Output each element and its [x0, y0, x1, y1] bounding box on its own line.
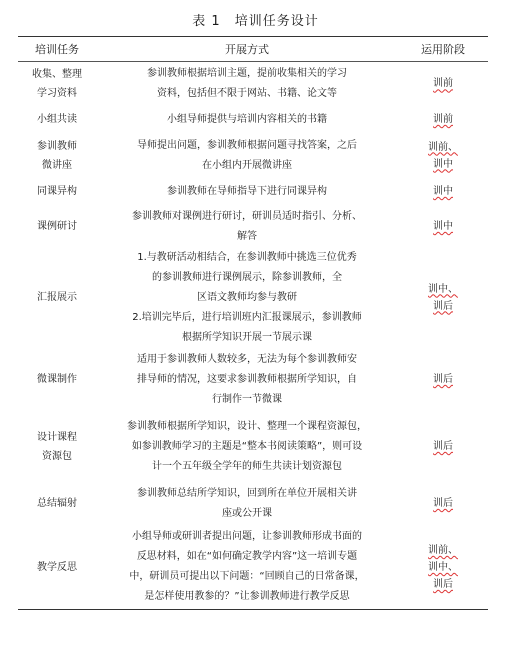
- header-stage: 运用阶段: [398, 37, 488, 62]
- method-line: 中，研训员可提出以下问题：“回顾自己的日常备课，: [129, 571, 365, 583]
- task-name-cell: [18, 248, 96, 348]
- task-line: 微课制作: [37, 374, 77, 385]
- stage-line: 训中: [433, 186, 453, 197]
- method-line: 行制作一节微课: [212, 393, 282, 405]
- task-line: 教学反思: [37, 561, 77, 573]
- task-name-cell: [18, 178, 96, 206]
- method-line: 的参训教师进行课例展示，除参训教师，全: [152, 271, 342, 283]
- method-cell: [96, 526, 398, 610]
- task-name-cell: [18, 482, 96, 526]
- table-row: [18, 106, 488, 134]
- task-line: 小组共读: [37, 114, 77, 125]
- task-name-cell: [18, 106, 96, 134]
- task-name-cell: [18, 348, 96, 412]
- stage-line: 训前、: [428, 544, 458, 556]
- stage-cell: [398, 134, 488, 178]
- table-row: [18, 412, 488, 482]
- task-name-cell: [18, 412, 96, 482]
- task-line: 总结辐射: [37, 498, 77, 509]
- method-cell: [96, 248, 398, 348]
- table-header-row: [18, 37, 488, 62]
- method-line: 是怎样使用教参的？”让参训教师进行教学反思: [144, 591, 350, 603]
- method-line: 如参训教师学习的主题是“整本书阅读策略”，则可设: [131, 440, 363, 452]
- task-name-cell: [18, 62, 96, 106]
- table-row: [18, 482, 488, 526]
- method-line: 座或公开课: [222, 507, 272, 519]
- task-line: 设计课程: [37, 431, 77, 443]
- header-task: 培训任务: [18, 37, 96, 62]
- method-line: 2.培训完毕后，进行培训班内汇报课展示，参训教师: [132, 311, 362, 323]
- task-name-cell: [18, 134, 96, 178]
- method-line: 排导师的情况，这要求参训教师根据所学知识，自: [137, 373, 357, 385]
- table-row: [18, 178, 488, 206]
- stage-cell: [398, 248, 488, 348]
- method-line: 1.与教研活动相结合，在参训教师中挑选三位优秀: [137, 251, 357, 263]
- stage-cell: [398, 178, 488, 206]
- method-cell: [96, 62, 398, 106]
- method-line: 区语文教师均参与教研: [197, 291, 297, 303]
- table-row: [18, 248, 488, 348]
- stage-line: 训前: [433, 78, 453, 90]
- stage-cell: [398, 526, 488, 610]
- stage-line: 训后: [433, 441, 453, 452]
- method-line: 参训教师总结所学知识，回到所在单位开展相关讲: [137, 487, 357, 499]
- method-line: 资料，包括但不限于网站、书籍、论文等: [157, 87, 337, 99]
- method-cell: [96, 106, 398, 134]
- stage-line: 训中: [433, 221, 453, 232]
- method-line: 参训教师在导师指导下进行同课异构: [167, 185, 327, 197]
- stage-cell: [398, 62, 488, 106]
- method-line: 参训教师根据所学知识，设计、整理一个课程资源包，: [127, 420, 367, 432]
- task-design-table: [18, 36, 488, 610]
- method-cell: [96, 206, 398, 248]
- task-line: 汇报展示: [37, 292, 77, 303]
- method-cell: [96, 348, 398, 412]
- method-line: 小组导师或研训者提出问题，让参训教师形成书面的: [132, 531, 362, 543]
- method-line: 反思材料，如在“如何确定教学内容”这一培训专题: [136, 551, 358, 563]
- method-cell: [96, 178, 398, 206]
- task-line: 资源包: [42, 450, 72, 462]
- task-line: 参训教师: [37, 140, 77, 152]
- header-method: 开展方式: [96, 37, 398, 62]
- stage-cell: [398, 482, 488, 526]
- stage-line: 训中: [433, 158, 453, 170]
- stage-line: 训后: [433, 578, 453, 590]
- stage-cell: [398, 106, 488, 134]
- method-line: 小组导师提供与培训内容相关的书籍: [167, 113, 327, 125]
- method-line: 参训教师对课例进行研讨，研训员适时指引、分析、: [132, 210, 362, 222]
- stage-cell: [398, 412, 488, 482]
- stage-cell: [398, 206, 488, 248]
- task-name-cell: [18, 206, 96, 248]
- task-line: 学习资料: [37, 87, 77, 99]
- method-line: 在小组内开展微讲座: [202, 159, 292, 171]
- table-row: [18, 134, 488, 178]
- method-line: 导师提出问题，参训教师根据问题寻找答案，之后: [137, 139, 357, 151]
- stage-line: 训前、: [428, 141, 458, 153]
- stage-line: 训后: [433, 374, 453, 385]
- task-line: 课例研讨: [37, 221, 77, 232]
- task-line: 微讲座: [42, 159, 72, 171]
- method-cell: [96, 134, 398, 178]
- method-cell: [96, 412, 398, 482]
- task-name-cell: [18, 526, 96, 610]
- task-line: 收集、整理: [32, 68, 82, 80]
- method-cell: [96, 482, 398, 526]
- method-line: 参训教师根据培训主题，提前收集相关的学习: [147, 67, 347, 79]
- stage-line: 训前: [433, 114, 453, 125]
- method-line: 计一个五年级全学年的师生共读计划资源包: [152, 460, 342, 472]
- stage-line: 训后: [433, 498, 453, 509]
- table-title: 表 1 培训任务设计: [192, 14, 319, 29]
- method-line: 根据所学知识开展一节展示课: [182, 331, 312, 343]
- method-line: 适用于参训教师人数较多，无法为每个参训教师安: [137, 353, 357, 365]
- stage-line: 训中、: [428, 283, 458, 295]
- stage-line: 训后: [433, 300, 453, 312]
- stage-line: 训中、: [428, 561, 458, 573]
- table-row: [18, 348, 488, 412]
- table-row: [18, 62, 488, 106]
- stage-cell: [398, 348, 488, 412]
- table-row: [18, 526, 488, 610]
- table-row: [18, 206, 488, 248]
- method-line: 解答: [237, 230, 257, 242]
- task-line: 同课异构: [37, 186, 77, 197]
